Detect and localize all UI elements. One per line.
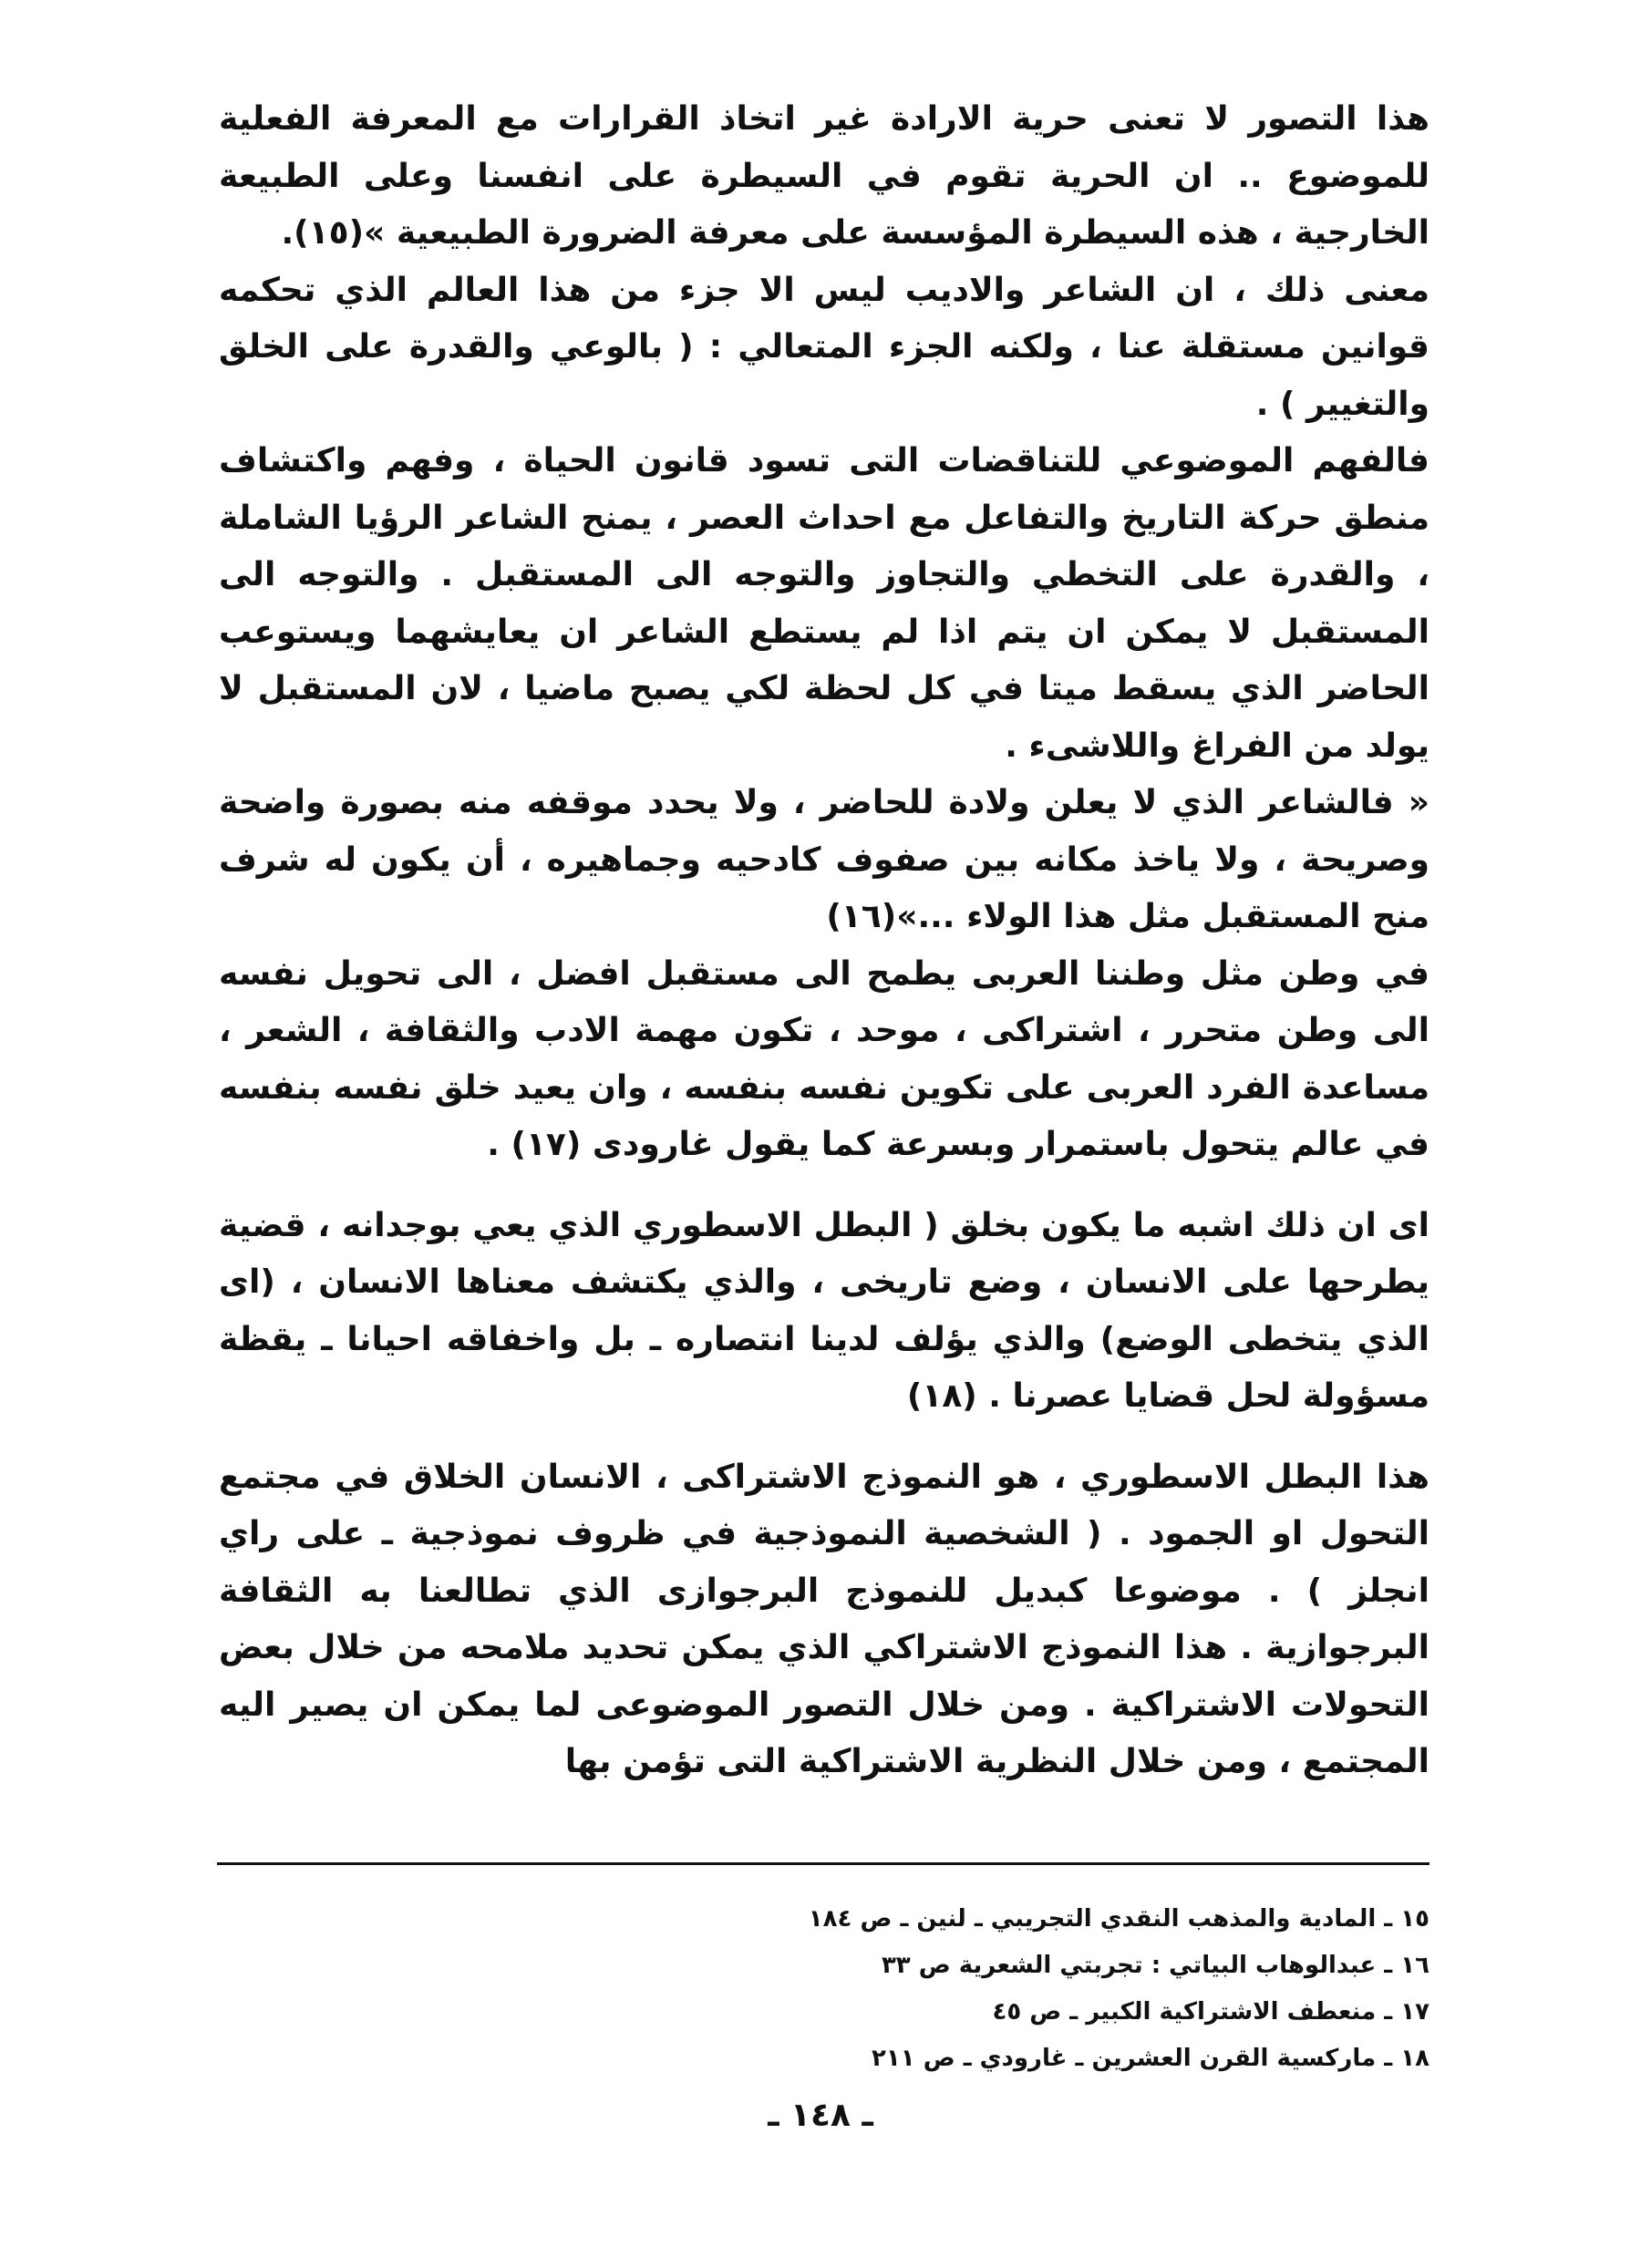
footnotes: [427, 1896, 1429, 2082]
footnote: ١٦ ـ عبدالوهاب البياتي : تجربتي الشعرية ص ٣٣: [881, 1952, 1429, 1979]
body-text: [219, 91, 1429, 1791]
footnote: ١٨ ـ ماركسية القرن العشرين ـ غارودي ـ ص ٢١١: [872, 2045, 1429, 2072]
paragraph: هذا التصور لا تعنى حرية الارادة غير اتخاذ القرارات مع المعرفة الفعلية للموضوع .. ان الحرية تقوم في السيطرة على انفسنا وعلى الطبيعة الخارجية ، هذه السيطرة المؤسسة على معرفة الضرورة الطبيعية »(١٥).: [219, 100, 1429, 252]
footnote: ١٧ ـ منعطف الاشتراكية الكبير ـ ص ٤٥: [992, 1998, 1429, 2026]
paragraph: فالفهم الموضوعي للتناقضات التى تسود قانون الحياة ، وفهم واكتشاف منطق حركة التاريخ والتفاعل مع احداث العصر ، يمنح الشاعر الرؤيا الشاملة ، والقدرة على التخطي والتجاوز والتوجه الى المستقبل . والتوجه الى المستقبل لا يمكن ان يتم اذا لم يستطع الشاعر ان يعايشهما ويستوعب الحاضر الذي يسقط ميتا في كل لحظة لكي يصبح ماضيا ، لان المستقبل لا يولد من الفراغ واللاشىء .: [219, 442, 1429, 765]
paragraph: معنى ذلك ، ان الشاعر والاديب ليس الا جزء من هذا العالم الذي تحكمه قوانين مستقلة عنا ، ولكنه الجزء المتعالي : ( بالوعي والقدرة على الخلق والتغيير ) .: [219, 271, 1429, 423]
page-number: ـ ١٤٨ ـ: [768, 2097, 873, 2134]
paragraph: « فالشاعر الذي لا يعلن ولادة للحاضر ، ولا يحدد موقفه منه بصورة واضحة وصريحة ، ولا ياخذ مكانه بين صفوف كادحيه وجماهيره ، أن يكون له شرف منح المستقبل مثل هذا الولاء ...»(١٦): [219, 784, 1429, 935]
footnote: ١٥ ـ المادية والمذهب النقدي التجريبي ـ لنين ـ ص ١٨٤: [808, 1905, 1429, 1933]
paragraph: اى ان ذلك اشبه ما يكون بخلق ( البطل الاسطوري الذي يعي بوجدانه ، قضية يطرحها على الانسان ، وضع تاريخى ، والذي يكتشف معناها الانسان ، (اى الذي يتخطى الوضع) والذي يؤلف لدينا انتصاره ـ بل واخفاقه احيانا ـ يقظة مسؤولة لحل قضايا عصرنا . (١٨): [219, 1206, 1429, 1415]
footnote-divider: [217, 1862, 1429, 1865]
paragraph: هذا البطل الاسطوري ، هو النموذج الاشتراكى ، الانسان الخلاق في مجتمع التحول او الجمود . ( الشخصية النموذجية في ظروف نموذجية ـ على راي انجلز ) . موضوعا كبديل للنموذج البرجوازى الذي تطالعنا به الثقافة البرجوازية . هذا النموذج الاشتراكي الذي يمكن تحديد ملامحه من خلال بعض التحولات الاشتراكية . ومن خلال التصور الموضوعى لما يمكن ان يصير اليه المجتمع ، ومن خلال النظرية الاشتراكية التى تؤمن بها: [219, 1458, 1429, 1780]
paragraph: في وطن مثل وطننا العربى يطمح الى مستقبل افضل ، الى تحويل نفسه الى وطن متحرر ، اشتراكى ، موحد ، تكون مهمة الادب والثقافة ، الشعر ، مساعدة الفرد العربى على تكوين نفسه بنفسه ، وان يعيد خلق نفسه بنفسه في عالم يتحول باستمرار وبسرعة كما يقول غارودى (١٧) .: [219, 954, 1429, 1163]
